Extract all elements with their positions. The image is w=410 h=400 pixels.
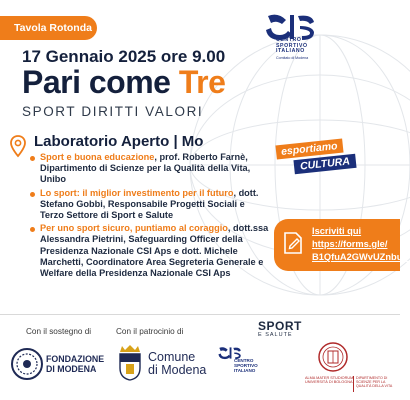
sport-e-salute-logo xyxy=(258,319,310,339)
csi-logo-line2: SPORTIVO xyxy=(276,42,308,49)
program-list xyxy=(30,152,270,281)
list-item xyxy=(30,188,270,222)
program-speaker: , prof. Roberto Farnè, Dipartimento di Scienze per la Qualità della Vita, Unibo xyxy=(40,152,251,185)
fondazione-line2: DI MODENA xyxy=(46,364,97,374)
list-item xyxy=(30,152,270,186)
unibo-seal-icon xyxy=(318,340,348,374)
sport-salute-line1: SPORT xyxy=(258,319,302,333)
list-item xyxy=(30,223,270,279)
event-type-tag: Tavola Rotonda xyxy=(0,16,97,40)
program-speaker: , dott. Stefano Gobbi, Responsabile Progetti Sociali e Terzo Settore di Sport e Salute xyxy=(40,187,259,221)
signup-url-code-link[interactable]: B1QfuA2GWvUZnbuj7 xyxy=(312,252,410,262)
unibo-logo-text: ALMA MATER STUDIORUM UNIVERSITÀ DI BOLOGNA xyxy=(305,376,354,385)
event-title xyxy=(22,64,225,101)
support-label: Con il sostegno di xyxy=(26,327,92,336)
program-topic: Sport e buona educazione xyxy=(40,152,155,162)
fondazione-line1: FONDAZIONE xyxy=(46,354,105,364)
patronage-label: Con il patrocinio di xyxy=(116,327,184,336)
csi-footer-line3: ITALIANO xyxy=(234,368,256,373)
signup-label-link[interactable]: Iscriviti qui xyxy=(312,226,362,236)
signup-url-link[interactable]: https://forms.gle/ xyxy=(312,239,388,249)
event-date: 17 Gennaio 2025 ore 9.00 xyxy=(22,47,226,66)
badge-line2: CULTURA xyxy=(293,154,356,174)
signup-box[interactable] xyxy=(274,219,410,271)
comune-crest-icon xyxy=(116,344,144,382)
department-logo-text: DIPARTIMENTO DI SCIENZE PER LA QUALITÀ DELLA VITA xyxy=(356,376,393,389)
location-pin-icon xyxy=(10,135,26,157)
comune-line1: Comune xyxy=(148,350,196,364)
program-topic: Lo sport: il miglior investimento per il futuro xyxy=(40,187,234,198)
sport-salute-line2: E SALUTE xyxy=(258,332,293,338)
csi-footer-line1: CENTRO xyxy=(234,358,254,363)
badge-line1: esportiamo xyxy=(275,139,343,160)
event-venue: Laboratorio Aperto | Mo xyxy=(34,133,204,150)
csi-footer-line2: SPORTIVO xyxy=(234,363,258,368)
comune-logo-text xyxy=(148,351,206,377)
csi-logo xyxy=(262,12,324,68)
esportiamo-cultura-badge xyxy=(272,142,354,176)
fondazione-crest-icon xyxy=(10,344,44,384)
form-document-icon xyxy=(283,231,303,255)
event-slogan: SPORT DIRITTI VALORI xyxy=(22,104,204,119)
event-title-main: Pari come xyxy=(22,64,179,100)
program-speaker: , dott.ssa Alessandra Pietrini, Safeguarding Officer della Presidenza Nazionale CSI Aps e dott. Michele Marchetti, Coordinatore Area Segreteria Generale e Welfare della Presidenza Nazionale CSI Aps xyxy=(40,223,269,279)
csi-logo-line1: CENTRO xyxy=(276,37,302,43)
footer-divider xyxy=(0,314,400,315)
csi-logo-sub: Comitato di Modena xyxy=(276,56,309,60)
fondazione-logo-text xyxy=(46,354,104,374)
comune-line2: di Modena xyxy=(148,363,207,377)
program-topic: Per uno sport sicuro, puntiamo al coraggio xyxy=(40,223,228,234)
unibo-divider xyxy=(353,376,354,392)
csi-logo-line3: ITALIANO xyxy=(276,48,305,55)
event-title-accent: Tre xyxy=(178,64,226,100)
csi-footer-logo-text xyxy=(234,358,258,373)
